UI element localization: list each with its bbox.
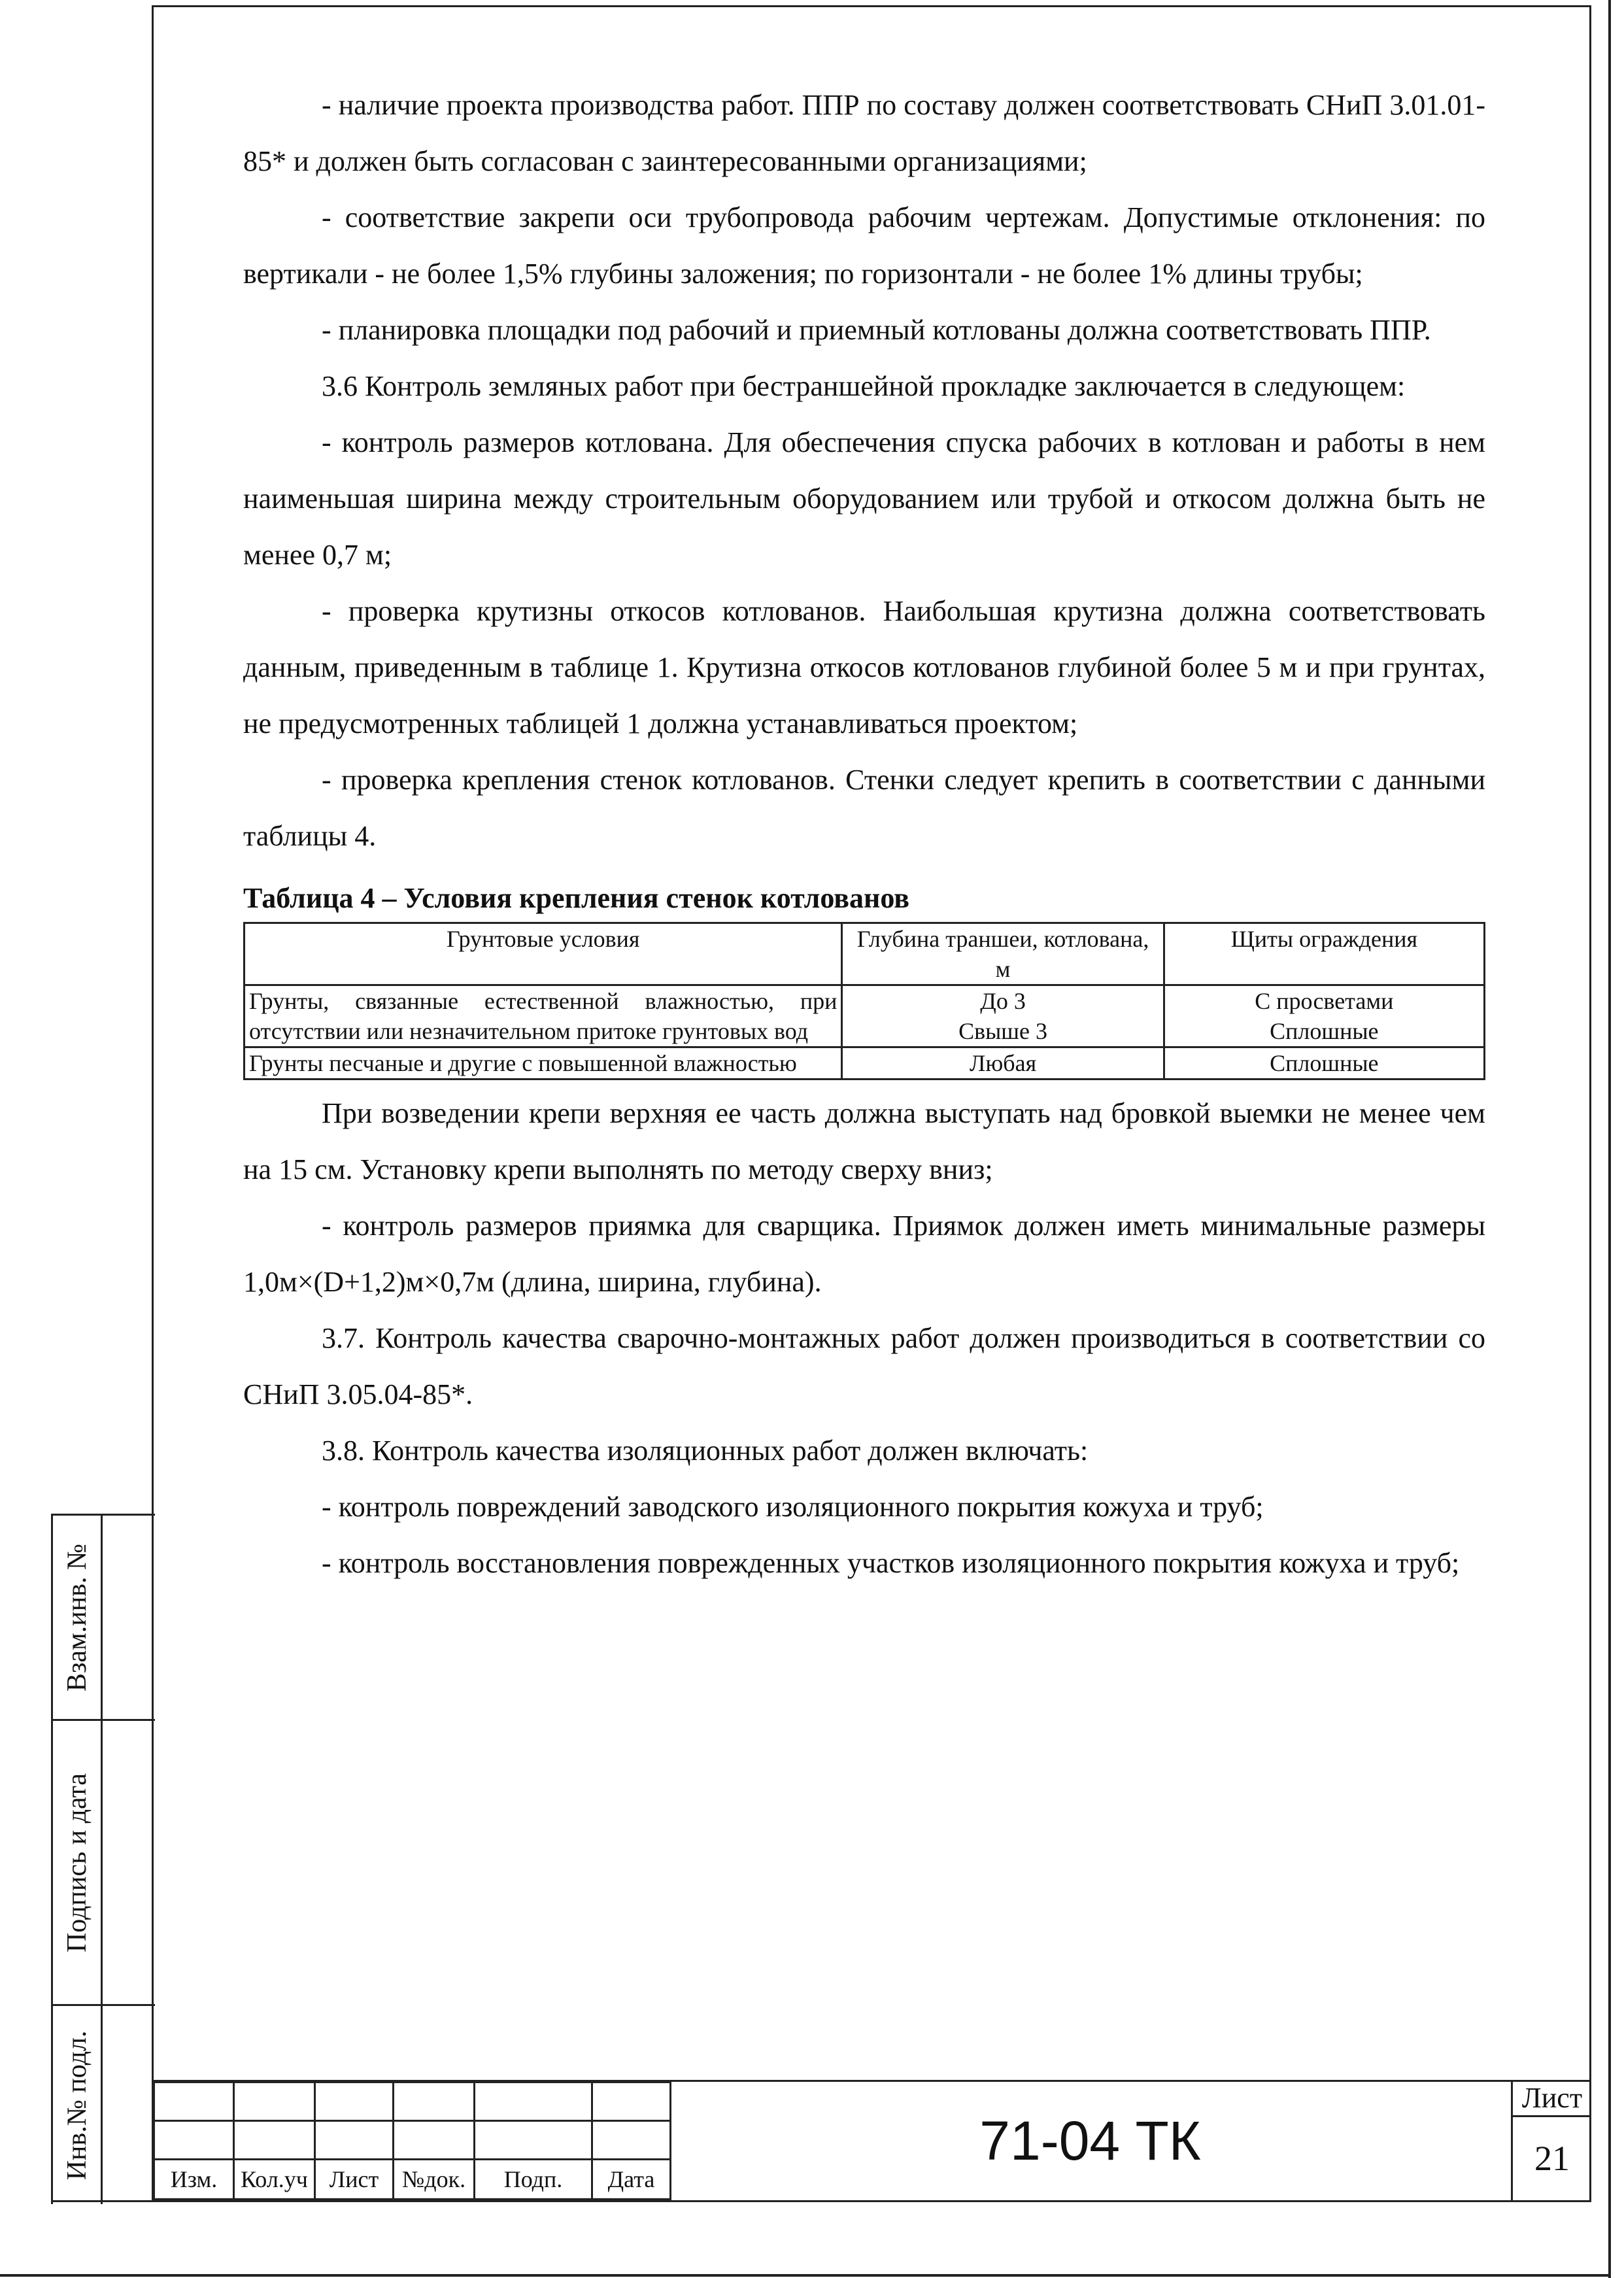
depth-value: Любая [969, 1050, 1037, 1076]
side-label-signature: Подпись и дата [61, 1773, 92, 1952]
table-header-row [245, 923, 1485, 985]
sheet-number: 21 [1534, 2139, 1570, 2178]
depth-value: До 3 [980, 988, 1026, 1014]
side-cell-signature [53, 1721, 101, 2004]
frame-right [1589, 5, 1591, 2202]
main-text [243, 77, 1485, 1591]
cell-depth [842, 985, 1164, 1047]
cell-shields [1164, 1047, 1484, 1080]
cell-condition: Грунты, связанные естественной влажностью, при отсутствии или незначительном притоке грунтовых вод [245, 985, 842, 1047]
stamp-col-count: Кол.уч [234, 2160, 315, 2200]
paragraph: - проверка крутизны откосов котлованов. Наибольшая крутизна должна соответствовать данным, приведенным в таблице 1. Крутизна откосов котлованов глубиной более 5 м и при грунтах, не предусмотренных таблицей 1 должна устанавливаться проектом; [243, 595, 1485, 740]
paragraph: При возведении крепи верхняя ее часть должна выступать над бровкой выемки не менее чем на 15 см. Установку крепи выполнять по методу сверху вниз; [243, 1097, 1485, 1185]
stamp-col-signature: Подп. [475, 2160, 592, 2200]
page-edge-right [1608, 0, 1611, 2278]
frame-bottom [51, 2200, 1591, 2202]
sheet-label: Лист [1513, 2081, 1591, 2117]
shield-value: Сплошные [1270, 1018, 1379, 1044]
side-divider-vertical [101, 1516, 103, 2204]
header-depth: Глубина траншеи, котлована, м [842, 923, 1164, 985]
header-soil-conditions: Грунтовые условия [245, 923, 842, 985]
cell-depth [842, 1047, 1164, 1080]
stamp-col-sheet: Лист [315, 2160, 394, 2200]
side-cell-inventory [53, 2006, 101, 2204]
stamp-col-doc: №док. [394, 2160, 475, 2200]
page-edge-bottom [0, 2274, 1611, 2277]
side-label-replacement: Взам.инв. № [61, 1543, 92, 1692]
cell-shields [1164, 985, 1484, 1047]
shield-value: С просветами [1255, 988, 1394, 1014]
paragraph: - наличие проекта производства работ. ППР по составу должен соответствовать СНиП 3.01.01-85* и должен быть согласован с заинтересованными организациями; [243, 89, 1485, 177]
table-caption: Таблица 4 – Условия крепления стенок котлованов [243, 882, 910, 914]
revision-table [153, 2081, 671, 2200]
stamp-col-date: Дата [592, 2160, 671, 2200]
side-cell-replacement [53, 1516, 101, 1719]
paragraph: - соответствие закрепи оси трубопровода рабочим чертежам. Допустимые отклонения: по вертикали - не более 1,5% глубины заложения; по горизонтали - не более 1% длины трубы; [243, 201, 1485, 290]
paragraph: - проверка крепления стенок котлованов. Стенки следует крепить в соответствии с данными таблицы 4. [243, 764, 1485, 852]
sheet-box [1511, 2081, 1591, 2200]
wall-support-table [243, 922, 1485, 1080]
frame-top [152, 5, 1590, 7]
paragraph: - контроль размеров котлована. Для обеспечения спуска рабочих в котлован и работы в нем наименьшая ширина между строительным оборудованием или трубой и откосом должна быть не менее 0,7 м; [243, 426, 1485, 571]
paragraph: 3.6 Контроль земляных работ при бестраншейной прокладке заключается в следующем: [322, 370, 1406, 402]
stamp-col-change: Изм. [154, 2160, 234, 2200]
paragraph: - контроль повреждений заводского изоляционного покрытия кожуха и труб; [322, 1491, 1264, 1523]
paragraph: - планировка площадки под рабочий и приемный котлованы должна соответствовать ППР. [322, 314, 1431, 346]
table-row [245, 1047, 1485, 1080]
shield-value: Сплошные [1270, 1050, 1379, 1076]
paragraph: 3.7. Контроль качества сварочно-монтажных работ должен производиться в соответствии со СНиП 3.05.04-85*. [243, 1322, 1485, 1410]
cell-condition: Грунты песчаные и другие с повышенной влажностью [245, 1047, 842, 1080]
header-shields: Щиты ограждения [1164, 923, 1484, 985]
document-code: 71-04 ТК [979, 2109, 1201, 2171]
table-row [245, 985, 1485, 1047]
side-stamp [51, 1514, 155, 2204]
paragraph: - контроль восстановления поврежденных участков изоляционного покрытия кожуха и труб; [322, 1547, 1460, 1579]
depth-value: Свыше 3 [958, 1018, 1047, 1044]
side-label-inventory: Инв.№ подл. [61, 2030, 92, 2180]
paragraph: - контроль размеров приямка для сварщика. Приямок должен иметь минимальные размеры 1,0м×(D+1,2)м×0,7м (длина, ширина, глубина). [243, 1210, 1485, 1298]
paragraph: 3.8. Контроль качества изоляционных работ должен включать: [322, 1435, 1089, 1467]
